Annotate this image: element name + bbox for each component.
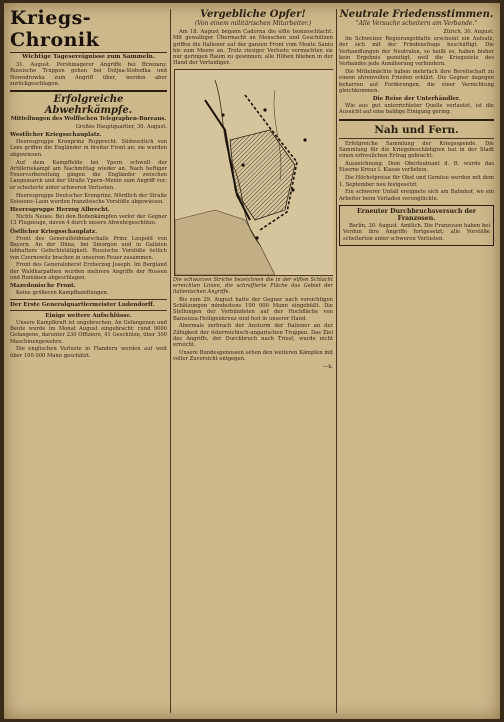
article-heading: Vergebliche Opfer! bbox=[200, 9, 306, 20]
news-item: Auszeichnung. Dem Oberleutnant d. R. wurde das Eiserne Kreuz I. Klasse verliehen. bbox=[339, 161, 494, 174]
section-title: Westlicher Kriegsschauplatz. bbox=[10, 132, 102, 139]
article-heading: Neutrale Friedensstimmen. bbox=[339, 9, 494, 20]
section-title: Die Reise der Unterhändler. bbox=[372, 96, 461, 103]
article-subheading: "Alle Versuche scheitern am Verbande." bbox=[355, 20, 478, 27]
article-paragraph: Die Mittelmächte haben mehrfach ihre Bereitschaft zu einem ehrenvollen Frieden erklärt. Die Gegner dagegen beharren auf Forderungen, die einer Vernichtung gleichkommen. bbox=[339, 68, 494, 94]
section-title: Östlicher Kriegsschauplatz. bbox=[10, 228, 98, 235]
bulletin-text: Berlin, 30. August. Amtlich. Die Franzosen haben bei Verdun ihre Angriffe fortgesetzt; alle Vorstöße scheiterten unter schweren Verlusten. bbox=[343, 222, 490, 242]
section-title: Heeresgruppe Herzog Albrecht. bbox=[10, 207, 110, 214]
article-paragraph: Unsere Kampfkraft ist ungebrochen. An Gefangenen und Beute wurde im Monat August eingebracht: rund 9000 Gefangene, darunter 230 Offiziere, 41 Geschütze, über 300 Maschinengewehre. bbox=[10, 319, 167, 345]
article-dateline: Großes Hauptquartier, 30. August. bbox=[75, 124, 167, 131]
boxed-bulletin bbox=[339, 205, 494, 246]
map-illustration bbox=[175, 70, 333, 275]
article-subheading: Mitteilungen des Wolffschen Telegraphen-Bureaus. bbox=[10, 116, 167, 123]
divider bbox=[339, 138, 494, 139]
intro-paragraph: 31. August. Pershinagerer Angriffe bei Brzezany. Russische Truppen gehen bei Doljna-Slobodka und Nowodrowka zum Angriff über, werden aber zurückgeschlagen. bbox=[10, 62, 167, 87]
divider bbox=[339, 119, 494, 121]
section-paragraph: Front des Generalfeldmarschalls Prinz Leopold von Bayern. An der Düna, bei Smorgon und in Galizien lebhaftere Gefechtstätigkeit. Russische Vorstöße östlich von Czernowitz brachen in unserem Feuer zusammen. bbox=[10, 235, 167, 261]
article-heading: Erfolgreiche Abwehrkämpfe. bbox=[44, 94, 133, 117]
section-paragraph: Auf dem Kampffelde bei Ypern schwoll der Artilleriekampf am Nachmittag wieder an. Nach heftiger Feuervorbereitung gingen die Engländer zwischen Langemarck und der Straße Ypern–Menin zum Angriff vor; er scheiterte unter schweren Verlusten. bbox=[10, 159, 167, 191]
article-paragraph: Im Schweizer Regierungsblatte erscheint ein Aufsatz, der sich mit der Friedensfrage beschäftigt. Die Verhandlungen der Neutralen, so heißt es, haben bisher kein Ergebnis gezeitigt, weil die Kriegsziele des Verbandes jede Annäherung verhindern. bbox=[339, 36, 494, 68]
column-center bbox=[173, 7, 333, 715]
bulletin-heading: Erneuter Durchbruchsversuch der Franzosen. bbox=[356, 207, 477, 222]
signature: —k. bbox=[323, 364, 333, 371]
article-dateline: Zürich, 30. August. bbox=[443, 29, 494, 35]
news-item: Die Höchstpreise für Obst und Gemüse werden mit dem 1. September neu festgesetzt. bbox=[339, 175, 494, 188]
masthead-subtitle: Wichtige Tagesereignisse zum Sammeln. bbox=[22, 54, 155, 60]
divider bbox=[10, 90, 167, 92]
article-heading-2: Einige weitere Aufschlüsse. bbox=[45, 312, 132, 319]
article-paragraph: Wie aus gut unterrichteter Quelle verlautet, ist die Aussicht auf eine baldige Einigung gering. bbox=[339, 103, 494, 116]
column-right bbox=[339, 7, 494, 715]
divider bbox=[10, 299, 167, 300]
newspaper-page bbox=[4, 3, 500, 719]
article-heading-2: Nah und Fern. bbox=[374, 123, 459, 136]
article-paragraph: Abermals zerbrach der Ansturm der Italiener an der Zähigkeit der österreichisch-ungarischen Truppen. Das Ziel des Angriffs, der Durchbruch nach Triest, wurde nicht erreicht. bbox=[173, 323, 333, 349]
column-rule bbox=[170, 9, 171, 713]
news-item: Ein schwerer Unfall ereignete sich am Bahnhof, wo ein Arbeiter beim Verladen verunglückte. bbox=[339, 189, 494, 202]
section-paragraph: Nichts Neues. Bei den Bodenkämpfen verlor der Gegner 13 Flugzeuge, davon 4 durch unsere Abwehrgeschütze. bbox=[10, 214, 167, 227]
column-rule bbox=[336, 9, 337, 713]
article-paragraph: Unsere Bundesgenossen sehen den weiteren Kämpfen mit voller Zuversicht entgegen. bbox=[173, 350, 333, 363]
section-paragraph: Front des Generaloberst Erzherzog Joseph. Im Bergland der Waldkarpathen wurden mehrere Angriffe der Russen und Rumänen abgeschlagen. bbox=[10, 262, 167, 282]
article-paragraph: Am 18. August begann Cadorna die elfte Isonzoschlacht. Mit gewaltiger Übermacht an Menschen und Geschützen griffen die Italiener auf der ganzen Front vom Monte Santo bis zum Meere an. Trotz riesiger Verluste vermochten sie nur geringen Raum zu gewinnen; alle Höhen blieben in der Hand der Verteidiger. bbox=[173, 29, 333, 67]
column-left bbox=[10, 7, 167, 715]
section-paragraph: Heeresgruppe Deutscher Kronprinz. Nördlich der Straße Soissons–Laon wurden französische Vorstöße abgewiesen. bbox=[10, 192, 167, 205]
section-title: Mazedonische Front. bbox=[10, 283, 76, 290]
article-paragraph: Die englischen Verluste in Flandern werden auf weit über 100 000 Mann geschätzt. bbox=[10, 346, 167, 359]
masthead-title: Kriegs-Chronik bbox=[10, 7, 167, 53]
article-paragraph: Bis zum 29. August hatte der Gegner nach vorsichtigen Schätzungen mindestens 100 000 Mann eingebüßt. Die Stellungen der Verbündeten auf der Hochfläche von Bainsizza-Heiligenkreuz sind fest in unserer Hand. bbox=[173, 296, 333, 322]
divider bbox=[10, 310, 167, 311]
article-subheading: (Von einem militärischen Mitarbeiter.) bbox=[194, 20, 312, 27]
news-item: Erfolgreiche Sammlung der Kriegsspende. Die Sammlung für die Kriegsbeschädigten hat in der Stadt einen erfreulichen Ertrag gebracht. bbox=[339, 140, 494, 160]
end-note: Der Erste Generalquartiermeister Ludendorff. bbox=[10, 301, 155, 308]
front-map bbox=[174, 69, 333, 276]
section-paragraph: Keine größeren Kampfhandlungen. bbox=[16, 290, 109, 297]
section-paragraph: Heeresgruppe Kronprinz Rupprecht. Südwestlich von Lens griffen die Engländer in breiter Front an; sie wurden abgewiesen. bbox=[10, 139, 167, 158]
map-caption: Die schwarzen Striche bezeichnen die in der elften Schlacht erreichten Linien, die schraffierte Fläche das Gebiet der italienischen Angriffe. bbox=[173, 276, 333, 295]
